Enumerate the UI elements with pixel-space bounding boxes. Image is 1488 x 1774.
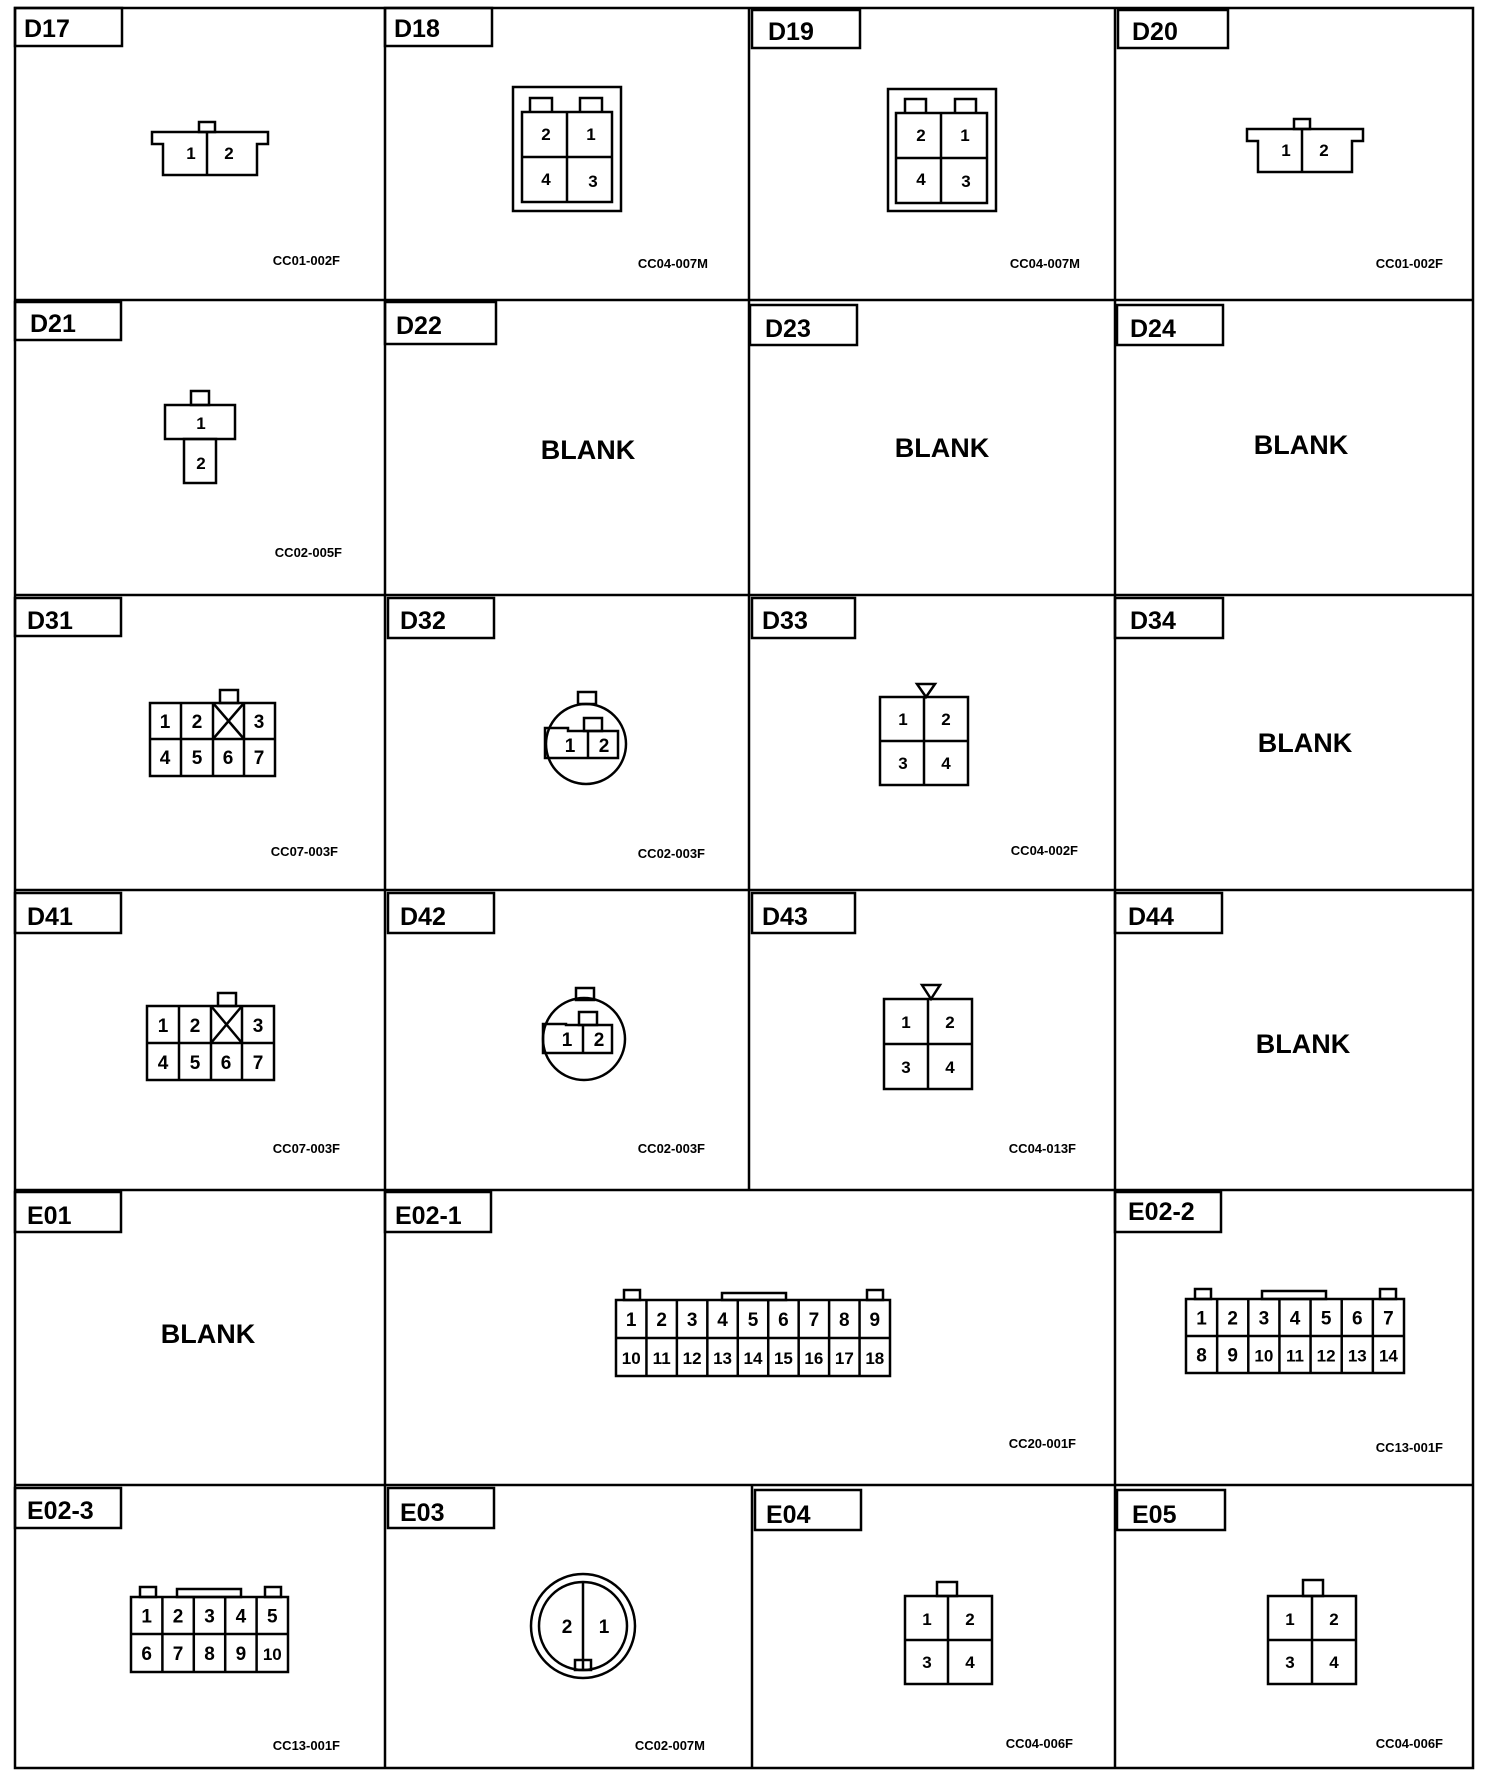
connector-label: D33 [762,607,808,635]
pin-2: 2 [189,1016,201,1037]
pin-5: 5 [189,1053,201,1074]
connector-label: D21 [30,310,76,338]
connector-label: D41 [27,903,73,931]
pin-6: 6 [222,748,234,769]
pin-2: 2 [541,125,551,144]
part-number: CC02-003F [637,1141,705,1156]
pin-1: 1 [1196,1308,1207,1330]
part-number: CC04-002F [1010,843,1078,858]
cell-e02-2 [1115,1192,1443,1455]
pin-8: 8 [839,1309,850,1331]
pin-2: 2 [941,710,951,729]
cell-e04 [755,1490,1073,1751]
pin-3: 3 [1258,1308,1270,1330]
connector-diagram [165,391,235,483]
blank-text: BLANK [540,435,636,465]
connector-label: D22 [396,312,442,340]
pin-1: 1 [141,1606,152,1628]
pin-1: 1 [922,1610,932,1629]
cell-e02-3 [15,1488,340,1753]
part-number: CC20-001F [1008,1436,1076,1451]
pin-12: 12 [682,1348,702,1368]
pin-16: 16 [804,1348,824,1368]
connector-diagram [1186,1289,1404,1373]
cell-e03 [388,1488,705,1753]
connector-diagram [1268,1580,1356,1684]
cell-d18 [385,8,708,271]
pin-6: 6 [220,1053,232,1074]
connector-diagram [880,684,968,785]
pin-4: 4 [941,754,951,773]
pin-1: 1 [561,1030,573,1051]
connector-label: D31 [27,607,73,635]
part-number: CC04-006F [1005,1736,1073,1751]
part-number: CC13-001F [272,1738,340,1753]
connector-diagram [531,1574,635,1678]
pin-2: 2 [965,1610,975,1629]
part-number: CC02-003F [637,846,705,861]
pin-4: 4 [965,1653,975,1672]
pin-4: 4 [235,1606,247,1628]
cell-d19 [752,10,1080,271]
pin-1: 1 [898,710,908,729]
part-number: CC04-013F [1008,1141,1076,1156]
pin-4: 4 [1289,1308,1301,1330]
pin-1: 1 [901,1013,911,1032]
pin-1: 1 [159,712,171,733]
cell-e01 [15,1192,256,1349]
pin-2: 2 [916,126,926,145]
part-number: CC04-007M [637,256,708,271]
part-number: CC13-001F [1375,1440,1443,1455]
pin-3: 3 [922,1653,932,1672]
pin-1: 1 [196,414,206,433]
pin-2: 2 [224,144,234,163]
blank-text: BLANK [1253,430,1349,460]
connector-label: E04 [766,1501,811,1529]
part-number: CC04-007M [1009,256,1080,271]
connector-label: D23 [765,315,811,343]
pin-1: 1 [625,1309,637,1331]
pin-4: 4 [945,1058,955,1077]
cell-d41 [15,893,340,1156]
pin-3: 3 [961,172,971,191]
pin-2: 2 [593,1030,605,1051]
cell-d17 [15,8,340,268]
part-number: CC07-003F [272,1141,340,1156]
pin-13: 13 [713,1348,733,1368]
pin-13: 13 [1347,1346,1367,1366]
connector-diagram [1247,119,1363,172]
pin-10: 10 [262,1644,282,1664]
connector-label: D20 [1132,18,1178,46]
connector-diagram [616,1290,890,1376]
connector-diagram [147,993,274,1080]
grid-lines [15,8,1473,1768]
pin-7: 7 [253,748,265,769]
pin-5: 5 [747,1309,759,1331]
cell-d24 [1117,305,1349,460]
pin-2: 2 [656,1309,667,1331]
connector-label: D18 [394,15,440,43]
cell-d22 [385,302,636,465]
part-number: CC01-002F [1375,256,1443,271]
connector-label: D43 [762,903,808,931]
pin-3: 3 [1285,1653,1295,1672]
pin-2: 2 [945,1013,955,1032]
pin-15: 15 [773,1348,793,1368]
pin-6: 6 [778,1309,789,1331]
pin-6: 6 [141,1643,152,1665]
pin-10: 10 [1254,1346,1274,1366]
pin-3: 3 [901,1058,911,1077]
cell-e02-1 [385,1192,1076,1451]
cell-d33 [752,598,1078,858]
pin-4: 4 [916,170,926,189]
pin-3: 3 [898,754,908,773]
pin-2: 2 [196,454,206,473]
connector-label: D17 [24,15,70,43]
pin-3: 3 [252,1016,264,1037]
cell-d42 [388,893,705,1156]
pin-12: 12 [1316,1346,1336,1366]
cell-e05 [1117,1490,1443,1751]
pin-9: 9 [869,1309,881,1331]
pin-1: 1 [186,144,196,163]
connector-label: D42 [400,903,446,931]
part-number: CC02-005F [274,545,342,560]
part-number: CC02-007M [634,1738,705,1753]
pin-1: 1 [157,1016,169,1037]
blank-text: BLANK [894,433,990,463]
cell-d43 [752,893,1076,1156]
connector-diagram [131,1587,288,1672]
pin-11: 11 [652,1348,671,1368]
pin-7: 7 [1383,1308,1394,1330]
pin-2: 2 [561,1617,573,1638]
pin-2: 2 [1227,1308,1239,1330]
pin-5: 5 [191,748,203,769]
pin-6: 6 [1351,1308,1363,1330]
pin-4: 4 [717,1309,728,1331]
pin-7: 7 [808,1309,820,1331]
connector-label: E02-1 [395,1202,462,1230]
pin-11: 11 [1286,1346,1304,1366]
cell-d23 [750,305,990,463]
connector-diagram [888,89,996,211]
blank-text: BLANK [1257,728,1353,758]
pin-10: 10 [621,1348,641,1368]
pin-1: 1 [1281,141,1291,160]
pin-2: 2 [172,1606,184,1628]
connector-label: D24 [1130,315,1176,343]
connector-label: D34 [1130,607,1176,635]
connector-diagram [905,1582,992,1684]
pin-1: 1 [1285,1610,1295,1629]
part-number: CC04-006F [1375,1736,1443,1751]
blank-text: BLANK [160,1319,256,1349]
pin-7: 7 [252,1053,264,1074]
connector-diagram [152,122,268,175]
pin-1: 1 [564,736,576,757]
connector-label: E01 [27,1202,72,1230]
pin-14: 14 [743,1348,763,1368]
connector-label: D44 [1128,903,1174,931]
connector-label: D19 [768,18,814,46]
pin-1: 1 [598,1617,610,1638]
pin-1: 1 [960,126,970,145]
pin-2: 2 [1319,141,1329,160]
connector-diagram [150,690,275,776]
pin-4: 4 [1329,1653,1339,1672]
pin-9: 9 [1227,1345,1239,1367]
connector-diagram [884,985,972,1089]
cell-d20 [1118,10,1443,271]
part-number: CC07-003F [270,844,338,859]
pin-5: 5 [267,1606,278,1628]
pin-7: 7 [172,1643,184,1665]
part-number: CC01-002F [272,253,340,268]
pin-1: 1 [586,125,596,144]
pin-4: 4 [541,170,551,189]
pin-9: 9 [235,1643,247,1665]
cell-d21 [15,302,342,560]
cell-d31 [15,598,338,859]
connector-label: E05 [1132,1501,1177,1529]
cell-d44 [1115,893,1351,1059]
pin-2: 2 [598,736,610,757]
pin-3: 3 [686,1309,698,1331]
pin-3: 3 [253,712,265,733]
pin-2: 2 [191,712,203,733]
pin-4: 4 [159,748,171,769]
pin-8: 8 [1196,1345,1207,1367]
cell-d32 [388,598,705,861]
pin-5: 5 [1320,1308,1332,1330]
connector-label: E02-3 [27,1497,94,1525]
pin-18: 18 [865,1348,885,1368]
connector-diagram [543,988,625,1080]
pin-17: 17 [834,1348,854,1368]
connector-diagram [545,692,626,784]
pin-3: 3 [588,172,598,191]
pin-2: 2 [1329,1610,1339,1629]
connector-label: E03 [400,1499,445,1527]
pin-4: 4 [157,1053,169,1074]
connector-label: D32 [400,607,446,635]
pin-14: 14 [1378,1346,1398,1366]
connector-label: E02-2 [1128,1198,1195,1226]
connector-diagram [513,87,621,211]
cell-d34 [1115,598,1353,758]
pin-8: 8 [204,1643,215,1665]
pin-3: 3 [204,1606,215,1628]
blank-text: BLANK [1255,1029,1351,1059]
